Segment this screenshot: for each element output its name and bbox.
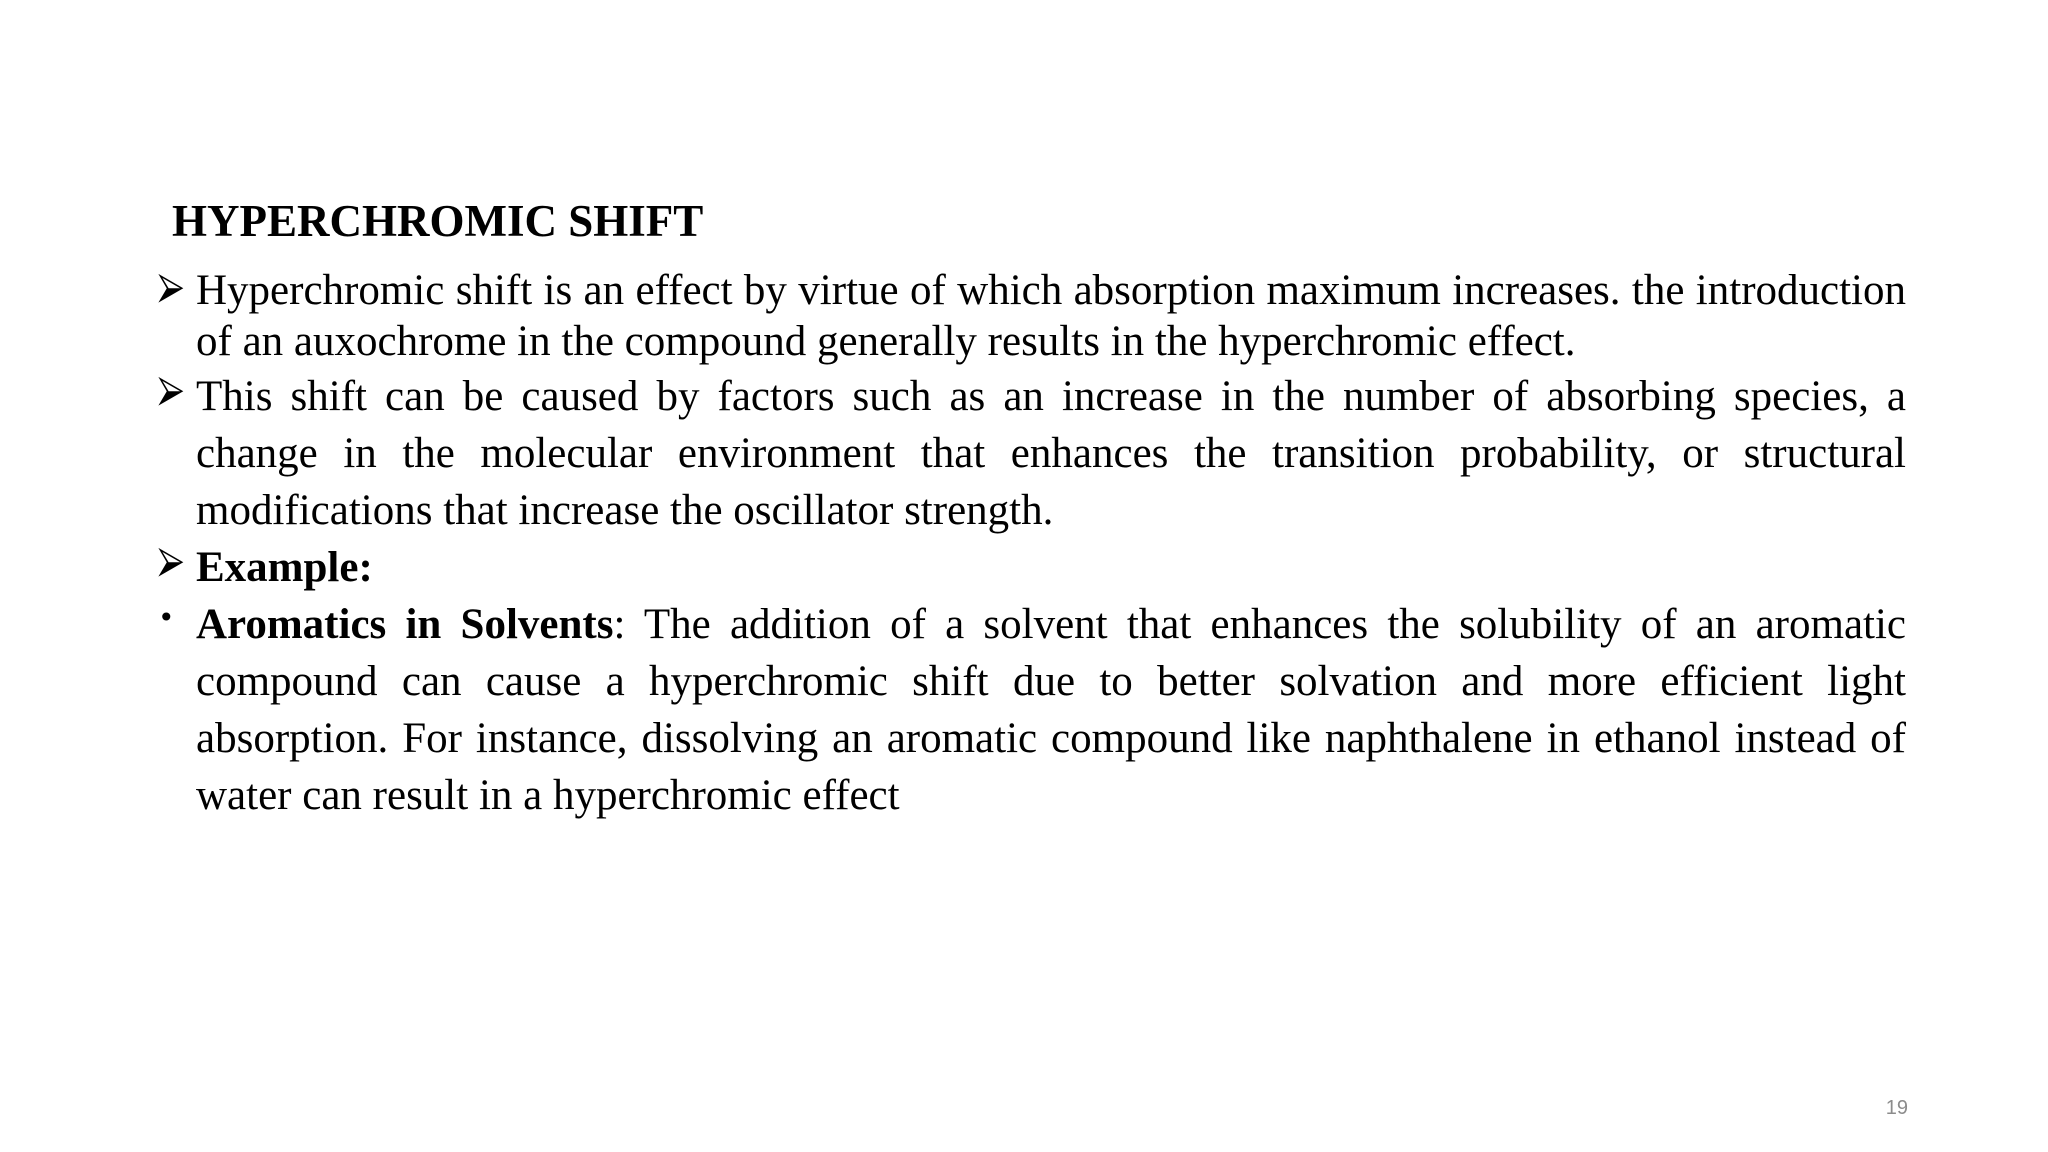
slide-content xyxy=(158,265,1906,824)
arrow-bullet-icon: ⮚ xyxy=(158,369,184,410)
example-heading: Example: xyxy=(196,544,373,591)
dot-bullet-icon: • xyxy=(158,601,175,634)
bullet-text: This shift can be caused by factors such as an increase in the number of absorbing species, a change in the molecular environment that enhances the transition probability, or structural modifications that increase the oscillator strength. xyxy=(196,373,1906,534)
bullet-text: The addition of a solvent that enhances the solubility of an aromatic compound can cause a hyperchromic shift due to better solvation and more efficient light absorption. For instance, dissolving an aromatic compound like naphthalene in ethanol instead of water can result in a hyperchromic effect xyxy=(196,601,1907,819)
bullet-item xyxy=(158,368,1906,539)
arrow-bullet-icon: ⮚ xyxy=(158,540,184,581)
slide-title: HYPERCHROMIC SHIFT xyxy=(172,196,704,246)
bullet-term: Aromatics in Solvents xyxy=(196,601,614,648)
page-number: 19 xyxy=(1885,1097,1908,1119)
bullet-item xyxy=(158,539,1906,596)
bullet-item xyxy=(158,265,1906,367)
sub-bullet-item xyxy=(158,596,1906,824)
arrow-bullet-icon: ⮚ xyxy=(158,266,184,307)
bullet-separator: : xyxy=(613,601,626,648)
bullet-text: Hyperchromic shift is an effect by virtue of which absorption maximum increases. the introduction of an auxochrome in the compound generally results in the hyperchromic effect. xyxy=(196,267,1906,365)
